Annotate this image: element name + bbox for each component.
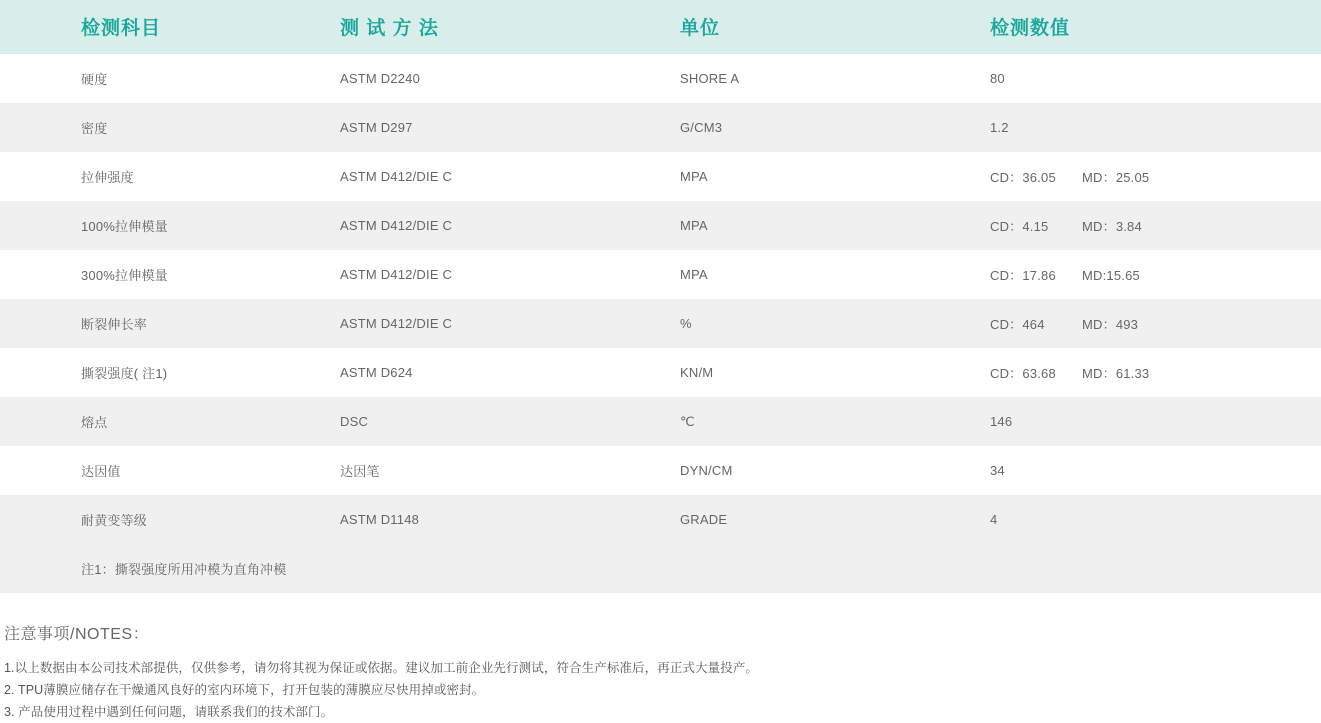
column-header-item: 检测科目 — [0, 0, 330, 54]
cell-method: ASTM D1148 — [330, 495, 670, 544]
cell-method: ASTM D412/DIE C — [330, 152, 670, 201]
cell-method: ASTM D412/DIE C — [330, 299, 670, 348]
cell-unit: MPA — [670, 152, 980, 201]
table-row — [0, 348, 1321, 397]
cell-unit: ℃ — [670, 397, 980, 446]
cell-unit: % — [670, 299, 980, 348]
cell-method: ASTM D624 — [330, 348, 670, 397]
cell-item: 100%拉伸模量 — [0, 201, 330, 250]
table-row — [0, 299, 1321, 348]
cell-value — [980, 495, 1321, 544]
cell-unit: MPA — [670, 201, 980, 250]
cell-value-cd: CD：63.68 — [990, 366, 1056, 381]
cell-value — [980, 201, 1321, 250]
cell-value-cd: 80 — [990, 71, 1005, 86]
cell-value-cd: CD：36.05 — [990, 170, 1056, 185]
cell-item: 密度 — [0, 103, 330, 152]
cell-item: 硬度 — [0, 54, 330, 103]
table-row — [0, 397, 1321, 446]
cell-item: 300%拉伸模量 — [0, 250, 330, 299]
cell-item: 断裂伸长率 — [0, 299, 330, 348]
cell-value-md: MD：3.84 — [1082, 219, 1142, 234]
cell-method: ASTM D297 — [330, 103, 670, 152]
cell-value-cd: 34 — [990, 463, 1005, 478]
cell-value-cd: 4 — [990, 512, 998, 527]
cell-method: ASTM D412/DIE C — [330, 250, 670, 299]
cell-value-md: MD：493 — [1082, 317, 1139, 332]
notes-title: 注意事项/NOTES： — [4, 626, 150, 643]
cell-value — [980, 152, 1321, 201]
cell-value — [980, 103, 1321, 152]
table-row — [0, 201, 1321, 250]
table-header — [0, 0, 1321, 54]
cell-item: 撕裂强度( 注1) — [0, 348, 330, 397]
cell-item: 熔点 — [0, 397, 330, 446]
notes-line-3: 3. 产品使用过程中遇到任何问题，请联系我们的技术部门。 — [4, 705, 334, 719]
cell-method: DSC — [330, 397, 670, 446]
notes-line-1: 1.以上数据由本公司技术部提供，仅供参考，请勿将其视为保证或依据。建议加工前企业先行测试，符合生产标准后，再正式大量投产。 — [4, 661, 759, 675]
cell-method: 达因笔 — [330, 446, 670, 495]
cell-value-cd: CD：4.15 — [990, 219, 1049, 234]
cell-value-md: MD：61.33 — [1082, 366, 1150, 381]
table-footnote: 注1：撕裂强度所用冲模为直角冲模 — [0, 544, 1321, 593]
cell-unit: GRADE — [670, 495, 980, 544]
cell-value-cd: 1.2 — [990, 120, 1009, 135]
cell-method: ASTM D412/DIE C — [330, 201, 670, 250]
table-row — [0, 446, 1321, 495]
notes-line-2: 2. TPU薄膜应储存在干燥通风良好的室内环境下，打开包装的薄膜应尽快用掉或密封。 — [4, 683, 485, 697]
cell-value — [980, 250, 1321, 299]
cell-item: 耐黄变等级 — [0, 495, 330, 544]
table-row — [0, 54, 1321, 103]
cell-item: 达因值 — [0, 446, 330, 495]
cell-value-md: MD:15.65 — [1082, 268, 1140, 283]
cell-unit: KN/M — [670, 348, 980, 397]
cell-value — [980, 348, 1321, 397]
cell-unit: G/CM3 — [670, 103, 980, 152]
table-row — [0, 250, 1321, 299]
cell-unit: DYN/CM — [670, 446, 980, 495]
cell-value — [980, 446, 1321, 495]
cell-value — [980, 397, 1321, 446]
cell-value-md: MD：25.05 — [1082, 170, 1150, 185]
column-header-method: 测 试 方 法 — [330, 0, 670, 54]
cell-value — [980, 54, 1321, 103]
notes-section — [0, 593, 1321, 723]
table-body — [0, 54, 1321, 593]
cell-value — [980, 299, 1321, 348]
cell-unit: SHORE A — [670, 54, 980, 103]
table-row — [0, 495, 1321, 544]
cell-method: ASTM D2240 — [330, 54, 670, 103]
cell-value-cd: CD：17.86 — [990, 268, 1056, 283]
table-row — [0, 103, 1321, 152]
cell-value-cd: 146 — [990, 414, 1013, 429]
table-row — [0, 152, 1321, 201]
column-header-unit: 单位 — [670, 0, 980, 54]
table-footnote-row — [0, 544, 1321, 593]
cell-unit: MPA — [670, 250, 980, 299]
cell-value-cd: CD：464 — [990, 317, 1045, 332]
cell-item: 拉伸强度 — [0, 152, 330, 201]
table-header-row — [0, 0, 1321, 54]
column-header-value: 检测数值 — [980, 0, 1321, 54]
